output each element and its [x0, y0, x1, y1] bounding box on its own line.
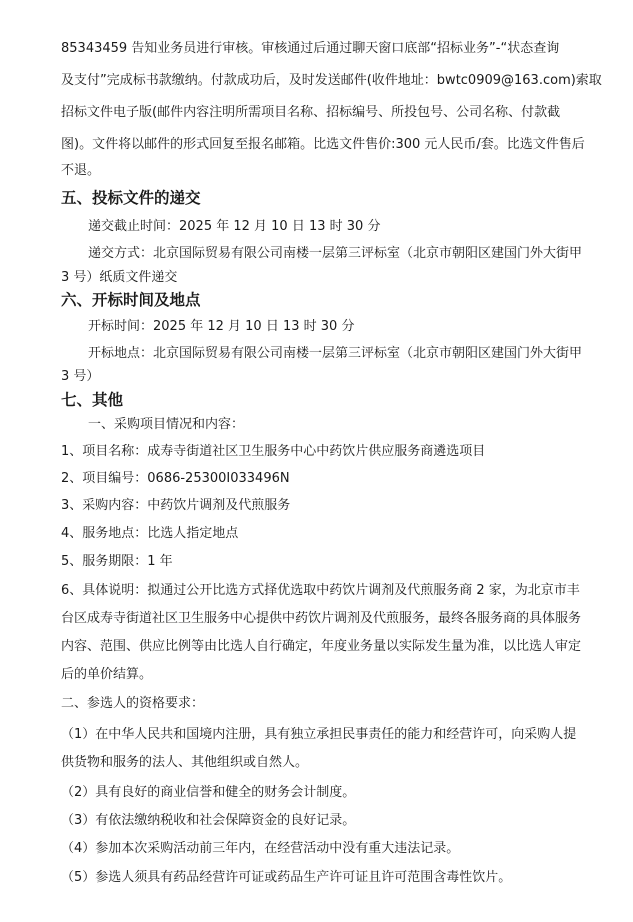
submission-method-line-2: 3 号）纸质文件递交 [61, 270, 178, 285]
project-item-4: 4、服务地点：比选人指定地点 [61, 526, 239, 541]
requirement-4: （4）参加本次采购活动前三年内，在经营活动中没有重大违法记录。 [61, 841, 460, 856]
project-item-3: 3、采购内容：中药饮片调剂及代煎服务 [61, 498, 291, 513]
project-item-2: 2、项目编号：0686-25300I033496N [61, 471, 290, 486]
section-7-heading: 七、其他 [61, 391, 124, 409]
opening-time: 开标时间：2025 年 12 月 10 日 13 时 30 分 [88, 319, 355, 334]
intro-line-2: 及支付”完成标书款缴纳。付款成功后，及时发送邮件(收件地址：bwtc0909@163.com)索取 [61, 73, 602, 88]
section-5-heading: 五、投标文件的递交 [61, 189, 201, 207]
opening-place-line-1: 开标地点：北京国际贸易有限公司南楼一层第三评标室（北京市朝阳区建国门外大街甲 [88, 346, 583, 361]
submission-deadline: 递交截止时间：2025 年 12 月 10 日 13 时 30 分 [88, 219, 381, 234]
intro-line-1: 85343459 告知业务员进行审核。审核通过后通过聊天窗口底部“招标业务”-“状态查询 [61, 41, 560, 56]
project-item-6-line-2: 台区成寿寺街道社区卫生服务中心提供中药饮片调剂及代煎服务，最终各服务商的具体服务 [61, 611, 582, 626]
intro-line-3: 招标文件电子版(邮件内容注明所需项目名称、招标编号、所投包号、公司名称、付款截 [61, 105, 561, 120]
intro-line-4: 图)。文件将以邮件的形式回复至报名邮箱。比选文件售价:300 元人民币/套。比选文件售后 [61, 137, 585, 152]
subsection-2-title: 二、参选人的资格要求： [61, 696, 205, 711]
opening-place-line-2: 3 号） [61, 369, 100, 384]
requirement-3: （3）有依法缴纳税收和社会保障资金的良好记录。 [61, 813, 356, 828]
requirement-5: （5）参选人须具有药品经营许可证或药品生产许可证且许可范围含毒性饮片。 [61, 870, 512, 885]
submission-method-line-1: 递交方式：北京国际贸易有限公司南楼一层第三评标室（北京市朝阳区建国门外大街甲 [88, 246, 583, 261]
requirement-1-line-2: 供货物和服务的法人、其他组织或自然人。 [61, 755, 309, 770]
requirement-1-line-1: （1）在中华人民共和国境内注册，具有独立承担民事责任的能力和经营许可，向采购人提 [61, 727, 577, 742]
requirement-2: （2）具有良好的商业信誉和健全的财务会计制度。 [61, 785, 356, 800]
project-item-1: 1、项目名称：成寿寺街道社区卫生服务中心中药饮片供应服务商遴选项目 [61, 444, 486, 459]
project-item-5: 5、服务期限：1 年 [61, 554, 173, 569]
section-6-heading: 六、开标时间及地点 [61, 291, 201, 309]
project-item-6-line-1: 6、具体说明：拟通过公开比选方式择优选取中药饮片调剂及代煎服务商 2 家，为北京市丰 [61, 583, 580, 598]
project-item-6-line-4: 后的单价结算。 [61, 667, 153, 682]
project-item-6-line-3: 内容、范围、供应比例等由比选人自行确定，年度业务量以实际发生量为准，以比选人审定 [61, 639, 582, 654]
intro-line-5: 不退。 [61, 163, 101, 178]
subsection-1-title: 一、采购项目情况和内容： [88, 417, 245, 432]
